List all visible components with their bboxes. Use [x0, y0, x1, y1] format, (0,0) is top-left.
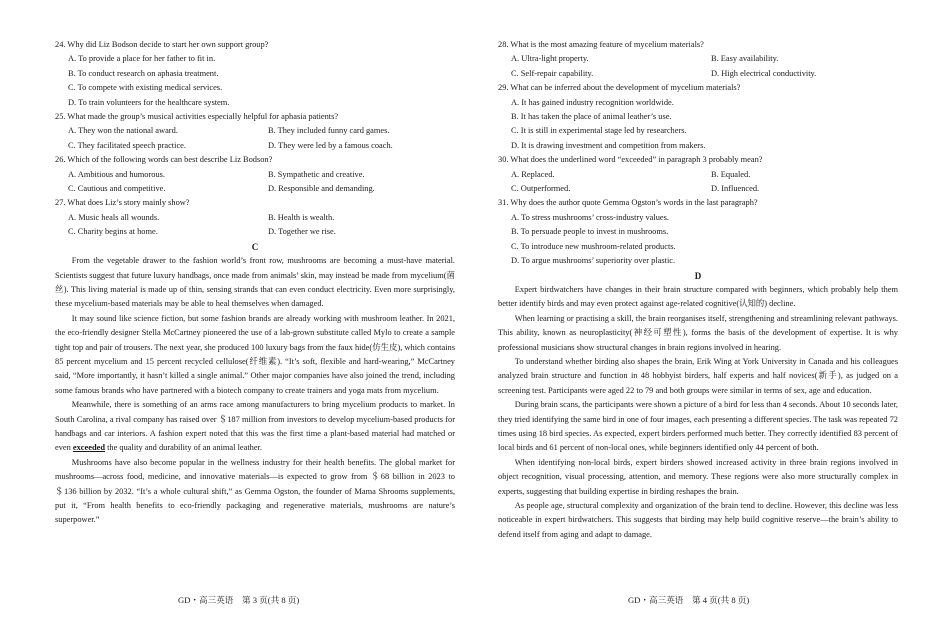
question-stem: 28. What is the most amazing feature of mycelium materials?	[498, 40, 704, 49]
passage-c-paragraph-3	[55, 398, 455, 456]
option-d: D. Influenced.	[711, 184, 760, 194]
option-d: D. To argue mushrooms’ superiority over plastic.	[511, 256, 676, 266]
question-26	[55, 153, 455, 196]
option-d: D. It is drawing investment and competition from makers.	[511, 140, 706, 150]
option-d: D. To train volunteers for the healthcare system.	[68, 97, 230, 107]
option-a: A. Music heals all wounds.	[68, 212, 160, 222]
section-heading-d: D	[694, 270, 702, 281]
option-c: C. They facilitated speech practice.	[68, 140, 186, 150]
question-stem: 26. Which of the following words can best describe Liz Bodson?	[55, 155, 273, 165]
option-c: C. Cautious and competitive.	[68, 184, 166, 194]
question-stem: 25. What made the group’s musical activities especially helpful for aphasia patients?	[55, 112, 339, 122]
passage-d-paragraph-4: During brain scans, the participants were shown a picture of a bird for less than 4 seconds. About 10 seconds later, they tried identifying the same bird in one of four images, each presenting a different species. The task was repeated 72 times using 18 bird species. As expected, expert birders performed much better. They correctly identified 83 percent of local birds and 61 percent of non-local ones, while beginners identified only 44 percent of both.	[498, 400, 898, 453]
option-c: C. Charity begins at home.	[68, 227, 158, 237]
page-footer-3: GD・高三英语 第 3 页(共 8 页)	[178, 595, 300, 605]
question-31	[498, 196, 898, 268]
option-a: A. Replaced.	[511, 169, 555, 179]
option-b: B. Sympathetic and creative.	[268, 169, 365, 179]
option-c: C. Self-repair capability.	[511, 68, 594, 78]
right-column	[498, 38, 898, 542]
question-28	[498, 38, 898, 81]
option-a: A. Ambitious and humorous.	[68, 169, 166, 179]
option-d: D. Responsible and demanding.	[268, 184, 375, 194]
question-stem: 30. What does the underlined word “exceeded” in paragraph 3 probably mean?	[498, 155, 763, 165]
option-d: D. High electrical conductivity.	[711, 68, 817, 78]
option-b: B. Equaled.	[711, 169, 751, 179]
question-stem: 29. What can be inferred about the development of mycelium materials?	[498, 83, 741, 93]
option-a: A. Ultra-light property.	[511, 54, 589, 64]
option-a: A. To provide a place for her father to fit in.	[68, 54, 216, 64]
option-d: D. They were led by a famous coach.	[268, 140, 393, 150]
question-24	[55, 38, 455, 110]
question-stem: 27. What does Liz’s story mainly show?	[55, 198, 190, 208]
passage-d-paragraph-6: As people age, structural complexity and organization of the brain tend to decline. However, this decline was less noticeable in expert birdwatchers. This suggests that birding may help build cognitive reserve—the brain’s ability to defend itself from aging and adapt to damage.	[498, 501, 898, 539]
passage-c-paragraph-1: From the vegetable drawer to the fashion world’s front row, mushrooms are becoming a must-have material. Scientists suggest that future luxury handbags, once made from animals’ skin, may instead be made from mycelium(菌丝). This living material is made up of thin, sensing strands that can even conduct electricity. Even more surprisingly, these mycelium-based materials may be able to heal themselves when damaged.	[55, 256, 455, 309]
option-b: B. It has taken the place of animal leather’s use.	[511, 112, 672, 122]
option-a: A. It has gained industry recognition worldwide.	[511, 97, 674, 107]
question-30	[498, 153, 898, 196]
option-a: A. They won the national award.	[68, 126, 178, 136]
option-c: C. To compete with existing medical services.	[68, 83, 223, 93]
passage-d-paragraph-2: When learning or practising a skill, the brain reorganises itself, strengthening and streamlining relevant pathways. This ability, known as neuroplasticity(神经可塑性), forms the basis of the development of expertise. It is why professional musicians show structural changes in brain regions involved in hearing.	[498, 313, 898, 352]
left-column	[55, 38, 455, 528]
option-b: B. To persuade people to invest in mushrooms.	[511, 227, 669, 237]
option-b: B. Health is wealth.	[268, 212, 335, 222]
question-stem: 24. Why did Liz Bodson decide to start her own support group?	[55, 40, 269, 49]
paragraph-text: the quality and durability of an animal leather.	[105, 443, 262, 453]
option-d: D. Together we rise.	[268, 227, 336, 237]
option-b: B. Easy availability.	[711, 54, 779, 64]
page-footer-4: GD・高三英语 第 4 页(共 8 页)	[628, 595, 750, 605]
passage-d-paragraph-3: To understand whether birding also shapes the brain, Erik Wing at York University in Canada and his colleagues analyzed brain structure and function in 48 hobbyist birders, half experts and half novices(新手), as judged on a screening test. Participants were aged 22 to 79 and both groups were similar in terms of sex, age and education.	[498, 356, 898, 395]
passage-d-paragraph-5: When identifying non-local birds, expert birders showed increased activity in three brain regions involved in object recognition, visual processing, attention, and memory. These regions were also more structurally complex in experts, suggesting that building expertise in birding reshapes the brain.	[498, 457, 898, 496]
question-29	[498, 81, 898, 153]
option-b: B. They included funny card games.	[268, 126, 390, 136]
option-c: C. Outperformed.	[511, 184, 571, 194]
section-heading-c: C	[251, 241, 259, 252]
passage-c-paragraph-2: It may sound like science fiction, but some fashion brands are already working with mushroom leather. In 2021, the eco-friendly designer Stella McCartney pioneered the use of a lab-grown substitute called Mylo to create a sample tight top and pair of trousers. The next year, she produced 100 luxury bags from the faux hide(仿生皮), which contains 85 percent mycelium and 15 percent recycled cellulose(纤维素). “It’s soft, flexible and hard-wearing,” McCartney said, “More importantly, it hasn’t killed a single animal.” Other major companies have also joined the trend, including some famous brands who have partnered with a biotech company to create trainers and yoga mats from mycelium.	[55, 313, 455, 395]
option-c: C. It is still in experimental stage led by researchers.	[511, 126, 687, 136]
passage-c-paragraph-4: Mushrooms have also become popular in the wellness industry for their health benefits. The global market for mushrooms—across food, medicine, and innovative materials—is expected to grow from ＄68 billion in 2023 to ＄136 billion by 2032. “It’s a whole cultural shift,” as Gemma Ogston, the founder of Mama Shrooms supplements, put it, “From health benefits to eco-friendly packaging and regenerative materials, mushrooms are nature’s superpower.”	[55, 457, 455, 525]
paragraph-text: Meanwhile, there is something of an arms race among manufacturers to bring mycelium products to market. In South Carolina, a rival company has raised over ＄187 million from investors to develop mycelium-based products for handbags and car interiors. A fashion expert noted that this was the first time a plant-based material had matched or even	[55, 400, 455, 453]
question-27	[55, 196, 455, 239]
question-25	[55, 110, 455, 153]
option-c: C. To introduce new mushroom-related products.	[511, 241, 676, 251]
underlined-word: exceeded	[72, 443, 105, 453]
passage-d-paragraph-1: Expert birdwatchers have changes in their brain structure compared with beginners, which probably help them better identify birds and may even protect against age-related cognitive(认知的) decline.	[498, 284, 898, 309]
option-b: B. To conduct research on aphasia treatment.	[68, 68, 219, 78]
option-a: A. To stress mushrooms’ cross-industry values.	[511, 212, 669, 222]
question-stem: 31. Why does the author quote Gemma Ogston’s words in the last paragraph?	[498, 198, 758, 208]
